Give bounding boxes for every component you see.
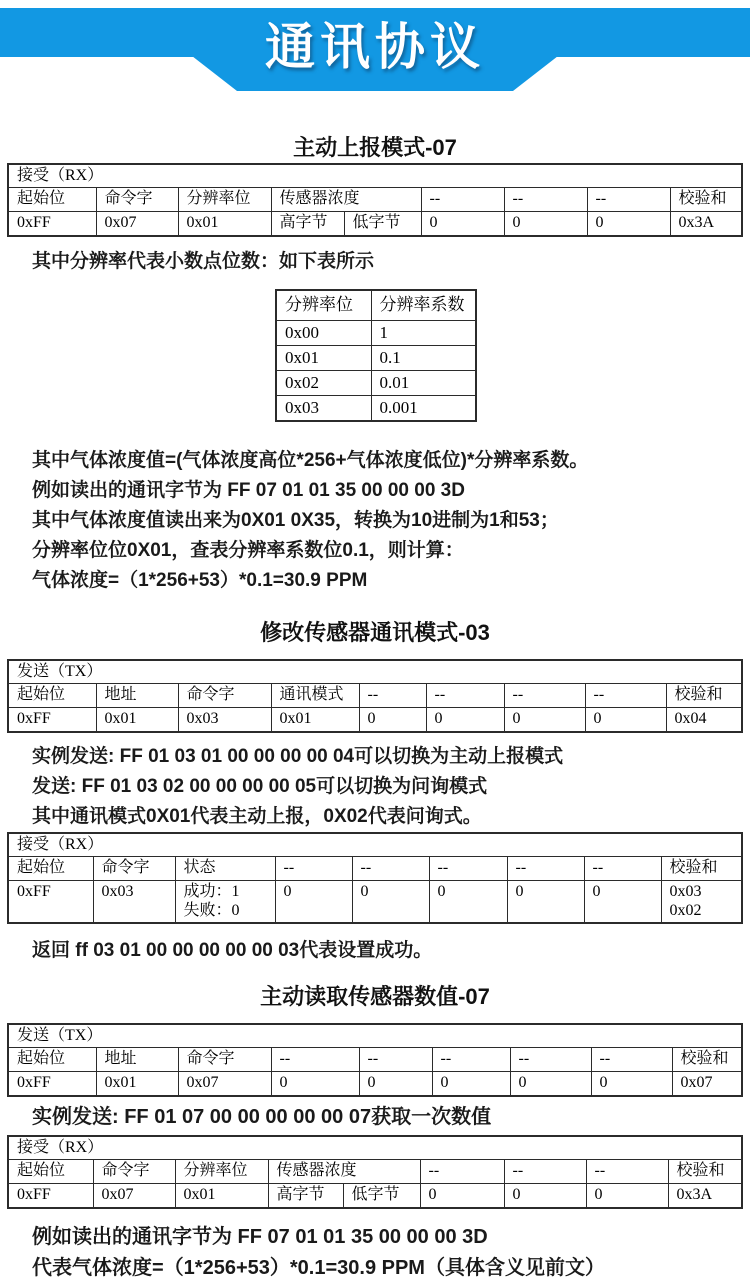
table-cell: 0 — [504, 212, 587, 237]
return-success-note: 返回 ff 03 01 00 00 00 00 00 03代表设置成功。 — [32, 940, 433, 961]
table-header-cell: 校验和 — [670, 188, 742, 212]
table-cell: 1 — [371, 321, 476, 346]
table-cell: 0xFF — [8, 1072, 96, 1097]
table-caption: 发送（TX） — [8, 660, 742, 684]
explanation-line: 例如读出的通讯字节为 FF 07 01 01 35 00 00 00 3D — [32, 480, 465, 501]
table-cell: 0x07 — [178, 1072, 271, 1097]
table-header-row — [276, 290, 476, 321]
explanation-line: 实例发送: FF 01 03 01 00 00 00 00 04可以切换为主动上报模式 — [32, 746, 564, 767]
table-cell: 0 — [510, 1072, 591, 1097]
table-header-cell: 起始位 — [8, 857, 93, 881]
table-header-row — [8, 1048, 742, 1072]
table-header-cell: 地址 — [96, 684, 178, 708]
table-header-cell: -- — [585, 684, 666, 708]
checksum-line: 0x03 — [669, 883, 702, 900]
table-caption-row — [8, 164, 742, 188]
table-cell: 0 — [432, 1072, 510, 1097]
table-header-cell: -- — [271, 1048, 359, 1072]
resolution-note: 其中分辨率代表小数点位数：如下表所示 — [32, 251, 375, 272]
table-cell: 高字节 — [271, 212, 344, 237]
table-header-cell: -- — [504, 1160, 586, 1184]
table-header-cell: -- — [275, 857, 352, 881]
header-banner — [0, 8, 750, 90]
explanation-line: 分辨率位位0X01，查表分辨率系数位0.1，则计算： — [32, 540, 464, 561]
table-caption: 发送（TX） — [8, 1024, 742, 1048]
table-cell: 0.1 — [371, 346, 476, 371]
status-cell — [175, 881, 275, 924]
table-header-cell: 命令字 — [178, 684, 271, 708]
tx-table-modify-mode — [7, 659, 743, 733]
table-header-cell: -- — [432, 1048, 510, 1072]
table-header-cell: -- — [429, 857, 507, 881]
table-cell: 0xFF — [8, 881, 93, 924]
table-header-row — [8, 857, 742, 881]
resolution-table — [275, 289, 477, 422]
table-caption-row — [8, 833, 742, 857]
table-cell: 0 — [504, 1184, 586, 1209]
checksum-line: 0x02 — [669, 902, 702, 919]
explanation-line: 气体浓度=（1*256+53）*0.1=30.9 PPM — [32, 570, 368, 591]
table-header-cell: 状态 — [175, 857, 275, 881]
table-header-cell: 命令字 — [93, 857, 175, 881]
table-value-row — [8, 212, 742, 237]
table-cell: 0x01 — [271, 708, 359, 733]
table-header-cell: -- — [591, 1048, 672, 1072]
table-cell: 0x01 — [178, 212, 271, 237]
table-cell: 0 — [591, 1072, 672, 1097]
table-cell: 0x01 — [175, 1184, 268, 1209]
table-cell: 0x07 — [672, 1072, 742, 1097]
table-header-row — [8, 188, 742, 212]
table-cell: 高字节 — [268, 1184, 343, 1209]
table-header-cell: 校验和 — [668, 1160, 742, 1184]
table-header-cell: -- — [587, 188, 670, 212]
table-header-cell: 命令字 — [178, 1048, 271, 1072]
send-example-note: 实例发送: FF 01 07 00 00 00 00 00 07获取一次数值 — [32, 1106, 492, 1128]
status-success: 成功：1 — [183, 883, 240, 900]
table-header-cell: 分辨率位 — [175, 1160, 268, 1184]
table-header-cell: 地址 — [96, 1048, 178, 1072]
table-header-cell: 传感器浓度 — [268, 1160, 420, 1184]
table-header-row — [8, 1160, 742, 1184]
table-cell: 0x3A — [670, 212, 742, 237]
table-cell: 0x03 — [178, 708, 271, 733]
table-header-cell: 起始位 — [8, 684, 96, 708]
calculation-explanation — [32, 446, 750, 596]
table-header-cell: 命令字 — [96, 188, 178, 212]
table-cell: 0xFF — [8, 708, 96, 733]
table-header-cell: 起始位 — [8, 1160, 93, 1184]
table-cell: 0 — [585, 708, 666, 733]
table-header-cell: -- — [359, 1048, 432, 1072]
table-caption: 接受（RX） — [8, 164, 742, 188]
table-cell: 0.001 — [371, 396, 476, 422]
table-caption-row — [8, 1024, 742, 1048]
section-title-read-value: 主动读取传感器数值-07 — [260, 984, 490, 1009]
table-cell: 0x00 — [276, 321, 371, 346]
table-header-cell: 起始位 — [8, 188, 96, 212]
table-header-cell: -- — [359, 684, 426, 708]
table-cell: 0x01 — [96, 708, 178, 733]
table-cell: 0x01 — [276, 346, 371, 371]
read-example-explanation — [32, 1222, 750, 1284]
mode-switch-explanation — [32, 742, 750, 832]
table-caption: 接受（RX） — [8, 1136, 742, 1160]
table-cell: 0 — [421, 212, 504, 237]
tx-table-read-value — [7, 1023, 743, 1097]
table-value-row — [8, 1184, 742, 1209]
table-cell: 0 — [420, 1184, 504, 1209]
table-cell: 0x07 — [96, 212, 178, 237]
table-cell: 低字节 — [344, 212, 421, 237]
table-cell: 0 — [352, 881, 429, 924]
table-cell: 0 — [584, 881, 661, 924]
table-cell: 0x3A — [668, 1184, 742, 1209]
table-header-cell: 校验和 — [661, 857, 742, 881]
table-caption-row — [8, 660, 742, 684]
table-header-cell: 校验和 — [672, 1048, 742, 1072]
table-value-row — [8, 1072, 742, 1097]
table-cell: 0.01 — [371, 371, 476, 396]
table-cell: 0x07 — [93, 1184, 175, 1209]
table-cell: 0 — [275, 881, 352, 924]
table-header-cell: 分辨率位 — [276, 290, 371, 321]
table-header-cell: -- — [507, 857, 584, 881]
table-header-row — [8, 684, 742, 708]
table-cell: 0x03 — [93, 881, 175, 924]
table-header-cell: 传感器浓度 — [271, 188, 421, 212]
table-cell: 0x03 — [276, 396, 371, 422]
table-cell: 0x01 — [96, 1072, 178, 1097]
explanation-line: 例如读出的通讯字节为 FF 07 01 01 35 00 00 00 3D — [32, 1226, 488, 1248]
rx-table-modify-mode — [7, 832, 743, 924]
section-title-modify-mode: 修改传感器通讯模式-03 — [260, 620, 490, 645]
table-row — [276, 346, 476, 371]
rx-table-read-value — [7, 1135, 743, 1209]
section-title-active-report: 主动上报模式-07 — [293, 135, 457, 160]
table-cell: 0 — [359, 708, 426, 733]
table-header-cell: -- — [426, 684, 504, 708]
table-header-cell: -- — [504, 188, 587, 212]
table-header-cell: 命令字 — [93, 1160, 175, 1184]
explanation-line: 其中气体浓度值读出来为0X01 0X35，转换为10进制为1和53； — [32, 510, 559, 531]
table-header-cell: -- — [504, 684, 585, 708]
table-header-cell: 起始位 — [8, 1048, 96, 1072]
table-cell: 低字节 — [343, 1184, 420, 1209]
table-cell: 0 — [429, 881, 507, 924]
table-header-cell: 分辨率系数 — [371, 290, 476, 321]
table-header-cell: -- — [586, 1160, 668, 1184]
table-header-cell: 校验和 — [666, 684, 742, 708]
table-header-cell: -- — [420, 1160, 504, 1184]
table-header-cell: -- — [352, 857, 429, 881]
table-cell: 0xFF — [8, 1184, 93, 1209]
checksum-cell — [661, 881, 742, 924]
table-row — [276, 371, 476, 396]
table-cell: 0 — [587, 212, 670, 237]
table-caption: 接受（RX） — [8, 833, 742, 857]
table-cell: 0 — [586, 1184, 668, 1209]
table-row — [276, 321, 476, 346]
table-cell: 0 — [359, 1072, 432, 1097]
table-cell: 0x02 — [276, 371, 371, 396]
table-value-row — [8, 881, 742, 924]
status-fail: 失败：0 — [183, 902, 240, 919]
table-row — [276, 396, 476, 422]
table-header-cell: -- — [421, 188, 504, 212]
table-cell: 0 — [504, 708, 585, 733]
explanation-line: 代表气体浓度=（1*256+53）*0.1=30.9 PPM（具体含义见前文） — [32, 1257, 605, 1279]
table-header-cell: 通讯模式 — [271, 684, 359, 708]
table-value-row — [8, 708, 742, 733]
table-cell: 0 — [507, 881, 584, 924]
rx-table-active-report — [7, 163, 743, 237]
page-title: 通讯协议 — [265, 19, 485, 75]
table-cell: 0x04 — [666, 708, 742, 733]
table-cell: 0xFF — [8, 212, 96, 237]
table-header-cell: 分辨率位 — [178, 188, 271, 212]
table-cell: 0 — [271, 1072, 359, 1097]
table-header-cell: -- — [584, 857, 661, 881]
table-cell: 0 — [426, 708, 504, 733]
explanation-line: 其中通讯模式0X01代表主动上报，0X02代表问询式。 — [32, 806, 482, 827]
table-header-cell: -- — [510, 1048, 591, 1072]
explanation-line: 其中气体浓度值=(气体浓度高位*256+气体浓度低位)*分辨率系数。 — [32, 450, 589, 471]
table-caption-row — [8, 1136, 742, 1160]
explanation-line: 发送: FF 01 03 02 00 00 00 00 05可以切换为问询模式 — [32, 776, 488, 797]
